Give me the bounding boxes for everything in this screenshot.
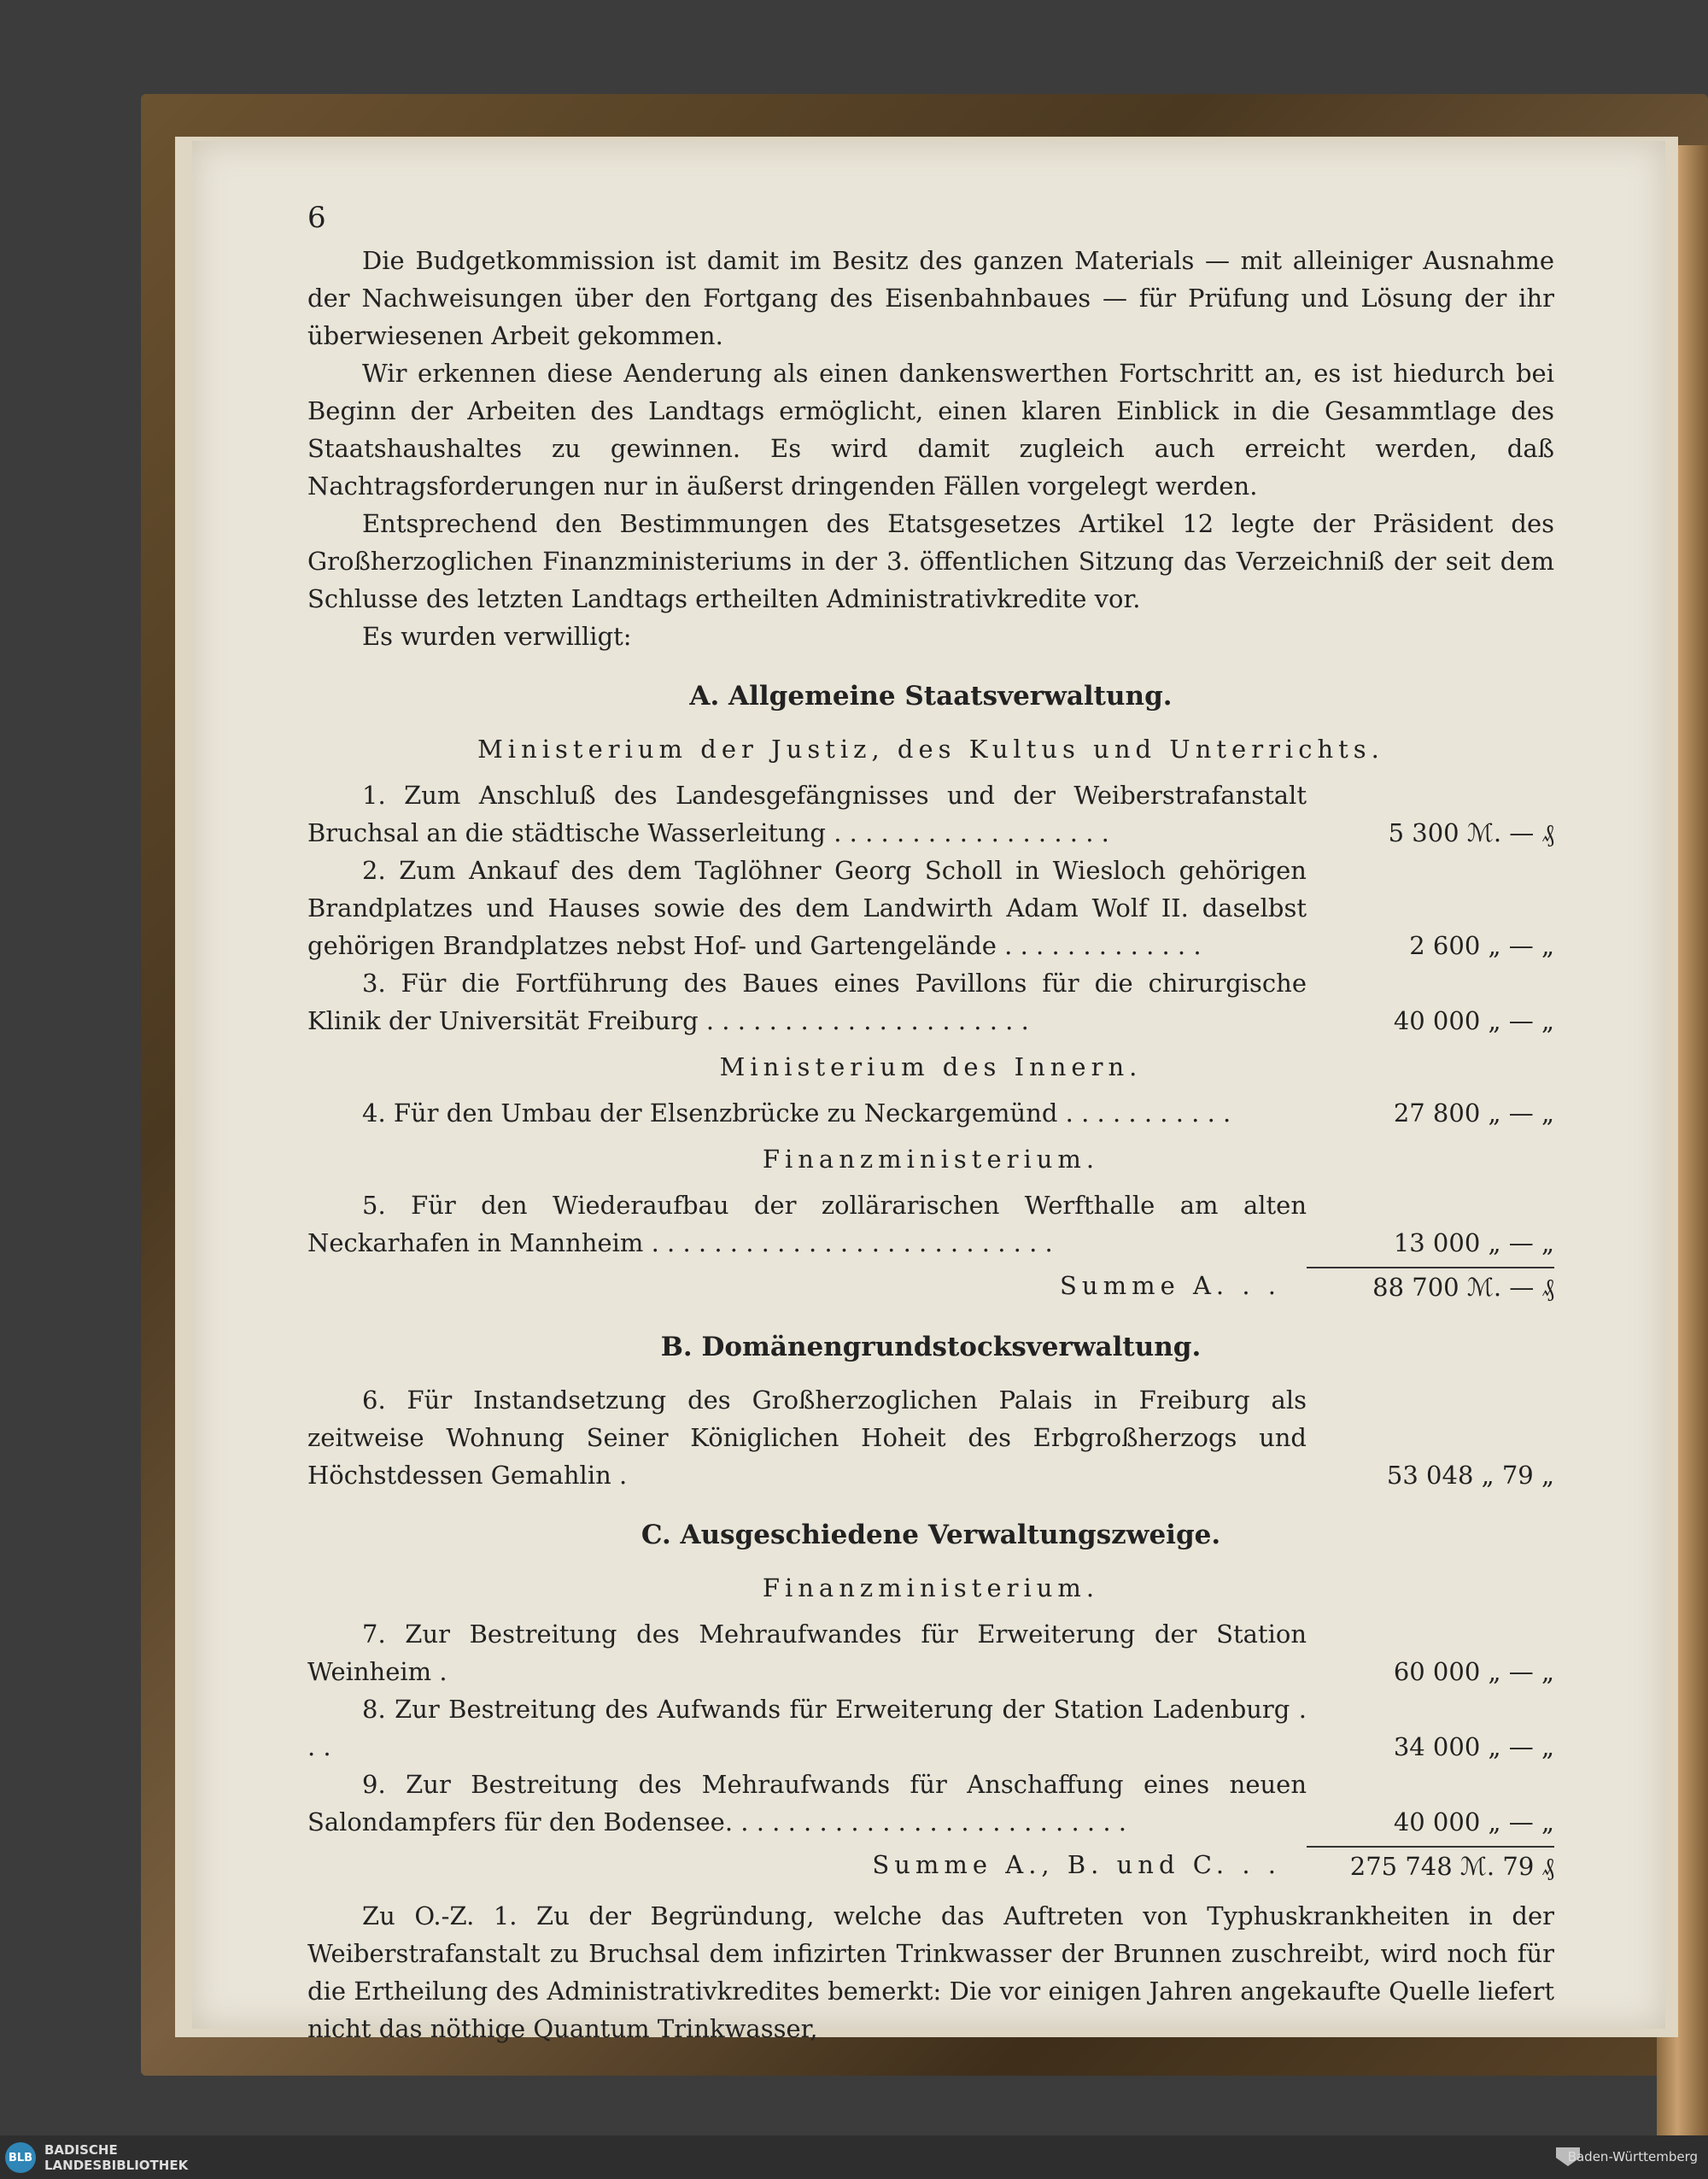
- item-text: 7. Zur Bestreitung des Mehraufwandes für Erweiterung der Station Weinheim .: [307, 1620, 1307, 1686]
- page-content: [307, 201, 1554, 2047]
- sum-label: Summe A., B. und C. . .: [872, 1850, 1281, 1879]
- intro-section: [307, 242, 1554, 655]
- sum-row-a: [307, 1267, 1554, 1306]
- item-text: 6. Für Instandsetzung des Großherzoglichen Palais in Freiburg als zeitweise Wohnung Seiner Königlichen Hoheit des Erbgroßherzogs und Höchstdessen Gemahlin .: [307, 1385, 1307, 1490]
- paragraph: Entsprechend den Bestimmungen des Etatsgesetzes Artikel 12 legte der Präsident des Großherzoglichen Finanzministeriums in der 3. öffentlichen Sitzung das Verzeichniß der seit dem Schlusse des letzten Landtags ertheilten Administrativkredite vor.: [307, 509, 1554, 613]
- item-amount: 40 000 „ — „: [1393, 1006, 1554, 1035]
- document-page: [192, 141, 1665, 2043]
- sum-amount: 88 700 ℳ. — ₰: [1307, 1267, 1554, 1306]
- ministry-heading: Ministerium der Justiz, des Kultus und Unterrichts.: [477, 735, 1384, 764]
- item-text: 8. Zur Bestreitung des Aufwands für Erweiterung der Station Ladenburg . . .: [307, 1695, 1307, 1761]
- ministry-heading: Ministerium des Innern.: [719, 1052, 1143, 1081]
- item-amount: 40 000 „ — „: [1393, 1807, 1554, 1836]
- budget-item: [307, 1615, 1554, 1690]
- item-amount: 13 000 „ — „: [1393, 1228, 1554, 1257]
- library-name: [44, 2142, 188, 2173]
- section-heading-b: B. Domänengrundstocksverwaltung.: [660, 1332, 1202, 1362]
- ministry-heading: Finanzministerium.: [762, 1145, 1100, 1174]
- library-name-line2: LANDESBIBLIOTHEK: [44, 2158, 189, 2173]
- item-amount: 60 000 „ — „: [1393, 1657, 1554, 1686]
- budget-item: [307, 1381, 1554, 1494]
- page-number: 6: [307, 201, 326, 235]
- item-amount: 5 300 ℳ. — ₰: [1388, 818, 1554, 847]
- library-name-line1: BADISCHE: [44, 2142, 118, 2158]
- closing-paragraph: Zu O.-Z. 1. Zu der Begründung, welche das Auftreten von Typhuskrankheiten in der Weiberstrafanstalt zu Bruchsal dem infizirten Trinkwasser der Brunnen zuschreibt, wird noch für die Ertheilung des Administrativkredites bemerkt: Die vor einigen Jahren angekaufte Quelle liefert nicht das nöthige Quantum Trinkwasser,: [307, 1901, 1554, 2043]
- paragraph: Die Budgetkommission ist damit im Besitz des ganzen Materials — mit alleiniger Ausnahme der Nachweisungen über den Fortgang des Eisenbahnbaues — für Prüfung und Lösung der ihr überwiesenen Arbeit gekommen.: [307, 246, 1554, 350]
- blb-logo-icon[interactable]: BLB: [5, 2142, 36, 2173]
- section-heading-a: A. Allgemeine Staatsverwaltung.: [689, 681, 1173, 712]
- paragraph: Es wurden verwilligt:: [362, 622, 632, 651]
- section-heading-c: C. Ausgeschiedene Verwaltungszweige.: [640, 1520, 1221, 1550]
- budget-item: [307, 852, 1554, 964]
- ministry-heading: Finanzministerium.: [762, 1573, 1100, 1602]
- sum-label: Summe A. . .: [1060, 1271, 1281, 1300]
- footer-bar: [0, 2135, 1708, 2179]
- item-amount: 27 800 „ — „: [1393, 1098, 1554, 1128]
- budget-item: [307, 1766, 1554, 1841]
- item-text: 3. Für die Fortführung des Baues eines Pavillons für die chirurgische Klinik der Universität Freiburg . . . . . . . . . . . . . . . . . . . . .: [307, 969, 1307, 1035]
- item-text: 9. Zur Bestreitung des Mehraufwands für Anschaffung eines neuen Salondampfers für den Bodensee. . . . . . . . . . . . . . . . . . . . . . . . . .: [307, 1770, 1307, 1836]
- budget-item: [307, 776, 1554, 852]
- budget-item: [307, 1186, 1554, 1262]
- item-amount: 53 048 „ 79 „: [1386, 1461, 1554, 1490]
- item-text: 2. Zum Ankauf des dem Taglöhner Georg Scholl in Wiesloch gehörigen Brandplatzes und Hauses sowie des dem Landwirth Adam Wolf II. daselbst gehörigen Brandplatzes nebst Hof- und Gartengelände . . . . . . . . . . . . .: [307, 856, 1307, 960]
- sum-row-total: [307, 1846, 1554, 1885]
- item-text: 1. Zum Anschluß des Landesgefängnisses und der Weiberstrafanstalt Bruchsal an die städtische Wasserleitung . . . . . . . . . . . . . . . . . .: [307, 781, 1307, 847]
- budget-item: [307, 1690, 1554, 1766]
- budget-item: [307, 1094, 1554, 1132]
- item-text: 4. Für den Umbau der Elsenzbrücke zu Neckargemünd . . . . . . . . . . .: [362, 1098, 1231, 1128]
- budget-item: [307, 964, 1554, 1040]
- item-text: 5. Für den Wiederaufbau der zollärarischen Werfthalle am alten Neckarhafen in Mannheim . . . . . . . . . . . . . . . . . . . . . . . . . .: [307, 1191, 1307, 1257]
- item-amount: 34 000 „ — „: [1393, 1732, 1554, 1761]
- sum-amount: 275 748 ℳ. 79 ₰: [1307, 1846, 1554, 1885]
- item-amount: 2 600 „ — „: [1409, 931, 1554, 960]
- baden-wuerttemberg-label[interactable]: Baden-Württemberg: [1567, 2149, 1698, 2164]
- paragraph: Wir erkennen diese Aenderung als einen dankenswerthen Fortschritt an, es ist hiedurch bei Beginn der Arbeiten des Landtags ermöglicht, einen klaren Einblick in die Gesammtlage des Staatshaushaltes zu gewinnen. Es wird damit zugleich auch erreicht werden, daß Nachtragsforderungen nur in äußerst dringenden Fällen vorgelegt werden.: [307, 359, 1554, 501]
